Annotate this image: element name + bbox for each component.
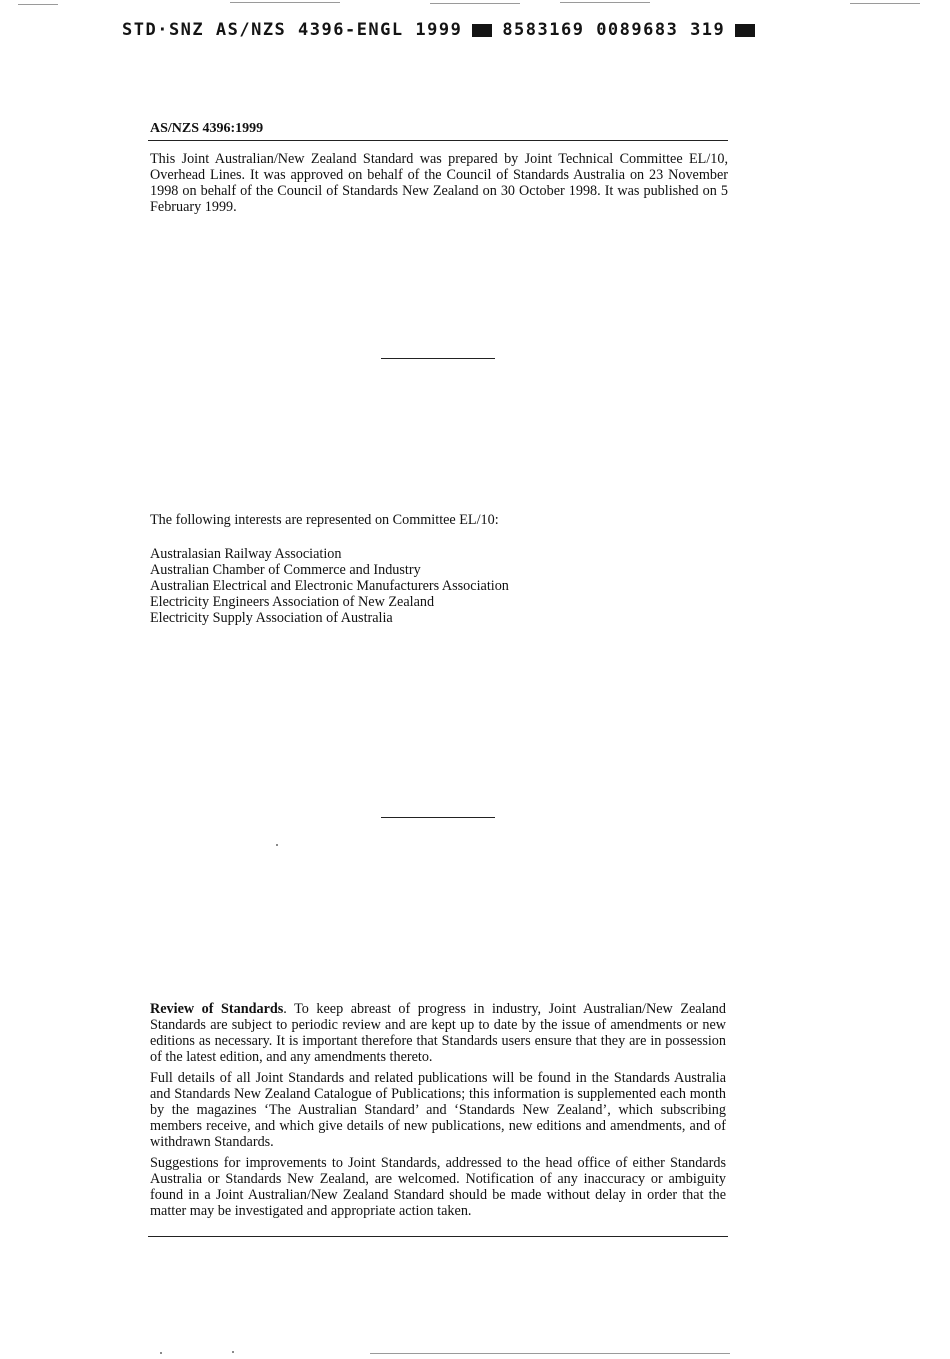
header-stamp bbox=[122, 20, 755, 40]
review-of-standards bbox=[150, 1001, 726, 1224]
scan-artifact-top-1 bbox=[18, 4, 58, 5]
heading-divider bbox=[148, 140, 728, 141]
interests-intro: The following interests are represented on Committee EL/10: bbox=[150, 512, 499, 528]
review-paragraph-1 bbox=[150, 1001, 726, 1065]
interest-item: Australian Chamber of Commerce and Industry bbox=[150, 562, 421, 578]
interest-item: Electricity Engineers Association of New Zealand bbox=[150, 594, 435, 610]
header-stamp-left: STD·SNZ AS/NZS 4396-ENGL 1999 bbox=[122, 20, 463, 40]
scan-artifact-top-5 bbox=[850, 3, 920, 4]
scan-artifact-dot bbox=[276, 844, 278, 846]
section-divider bbox=[381, 817, 495, 818]
review-paragraph-1-text: . To keep abreast of progress in industry, Joint Australian/New Zealand Standards are subject to periodic review and are kept up to date by the issue of amendments or new editions as necessary. It is important therefore that Standards users ensure that they are in possession of the latest edition, and any amendments thereto. bbox=[150, 1001, 726, 1065]
interest-item: Electricity Supply Association of Australia bbox=[150, 610, 393, 626]
header-stamp-right: 8583169 0089683 319 bbox=[502, 20, 726, 40]
intro-paragraph: This Joint Australian/New Zealand Standard was prepared by Joint Technical Committee EL/10, Overhead Lines. It was approved on behalf of the Council of Standards Australia on 23 November 1998 on behalf of the Council of Standards New Zealand on 30 October 1998. It was published on 5 February 1999. bbox=[150, 151, 728, 215]
scan-artifact-top-4 bbox=[560, 2, 650, 3]
bottom-divider bbox=[148, 1236, 728, 1237]
scan-artifact-dot bbox=[232, 1351, 234, 1353]
document-designation: AS/NZS 4396:1999 bbox=[150, 121, 264, 136]
interest-item: Australian Electrical and Electronic Manufacturers Association bbox=[150, 578, 509, 594]
interest-item: Australasian Railway Association bbox=[150, 546, 342, 562]
review-paragraph-2: Full details of all Joint Standards and related publications will be found in the Standards Australia and Standards New Zealand Catalogue of Publications; this information is supplemented each month by the magazines ‘The Australian Standard’ and ‘Standards New Zealand’, which subscribing members receive, and which give details of new publications, new editions and amendments, and of withdrawn Standards. bbox=[150, 1070, 726, 1150]
stamp-block-mark bbox=[735, 24, 755, 37]
review-title: Review of Standards bbox=[150, 1001, 284, 1017]
scan-artifact-dot bbox=[160, 1352, 162, 1354]
section-divider bbox=[381, 358, 495, 359]
stamp-block-mark bbox=[472, 24, 492, 37]
interests-list bbox=[150, 546, 509, 626]
review-paragraph-3: Suggestions for improvements to Joint Standards, addressed to the head office of either Standards Australia or Standards New Zealand, are welcomed. Notification of any inaccuracy or ambiguity found in a Joint Australian/New Zealand Standard should be made without delay in order that the matter may be investigated and appropriate action taken. bbox=[150, 1155, 726, 1219]
scan-artifact-top-3 bbox=[430, 3, 520, 4]
scan-artifact-bottom-1 bbox=[370, 1353, 730, 1354]
scan-artifact-top-2 bbox=[230, 2, 340, 3]
